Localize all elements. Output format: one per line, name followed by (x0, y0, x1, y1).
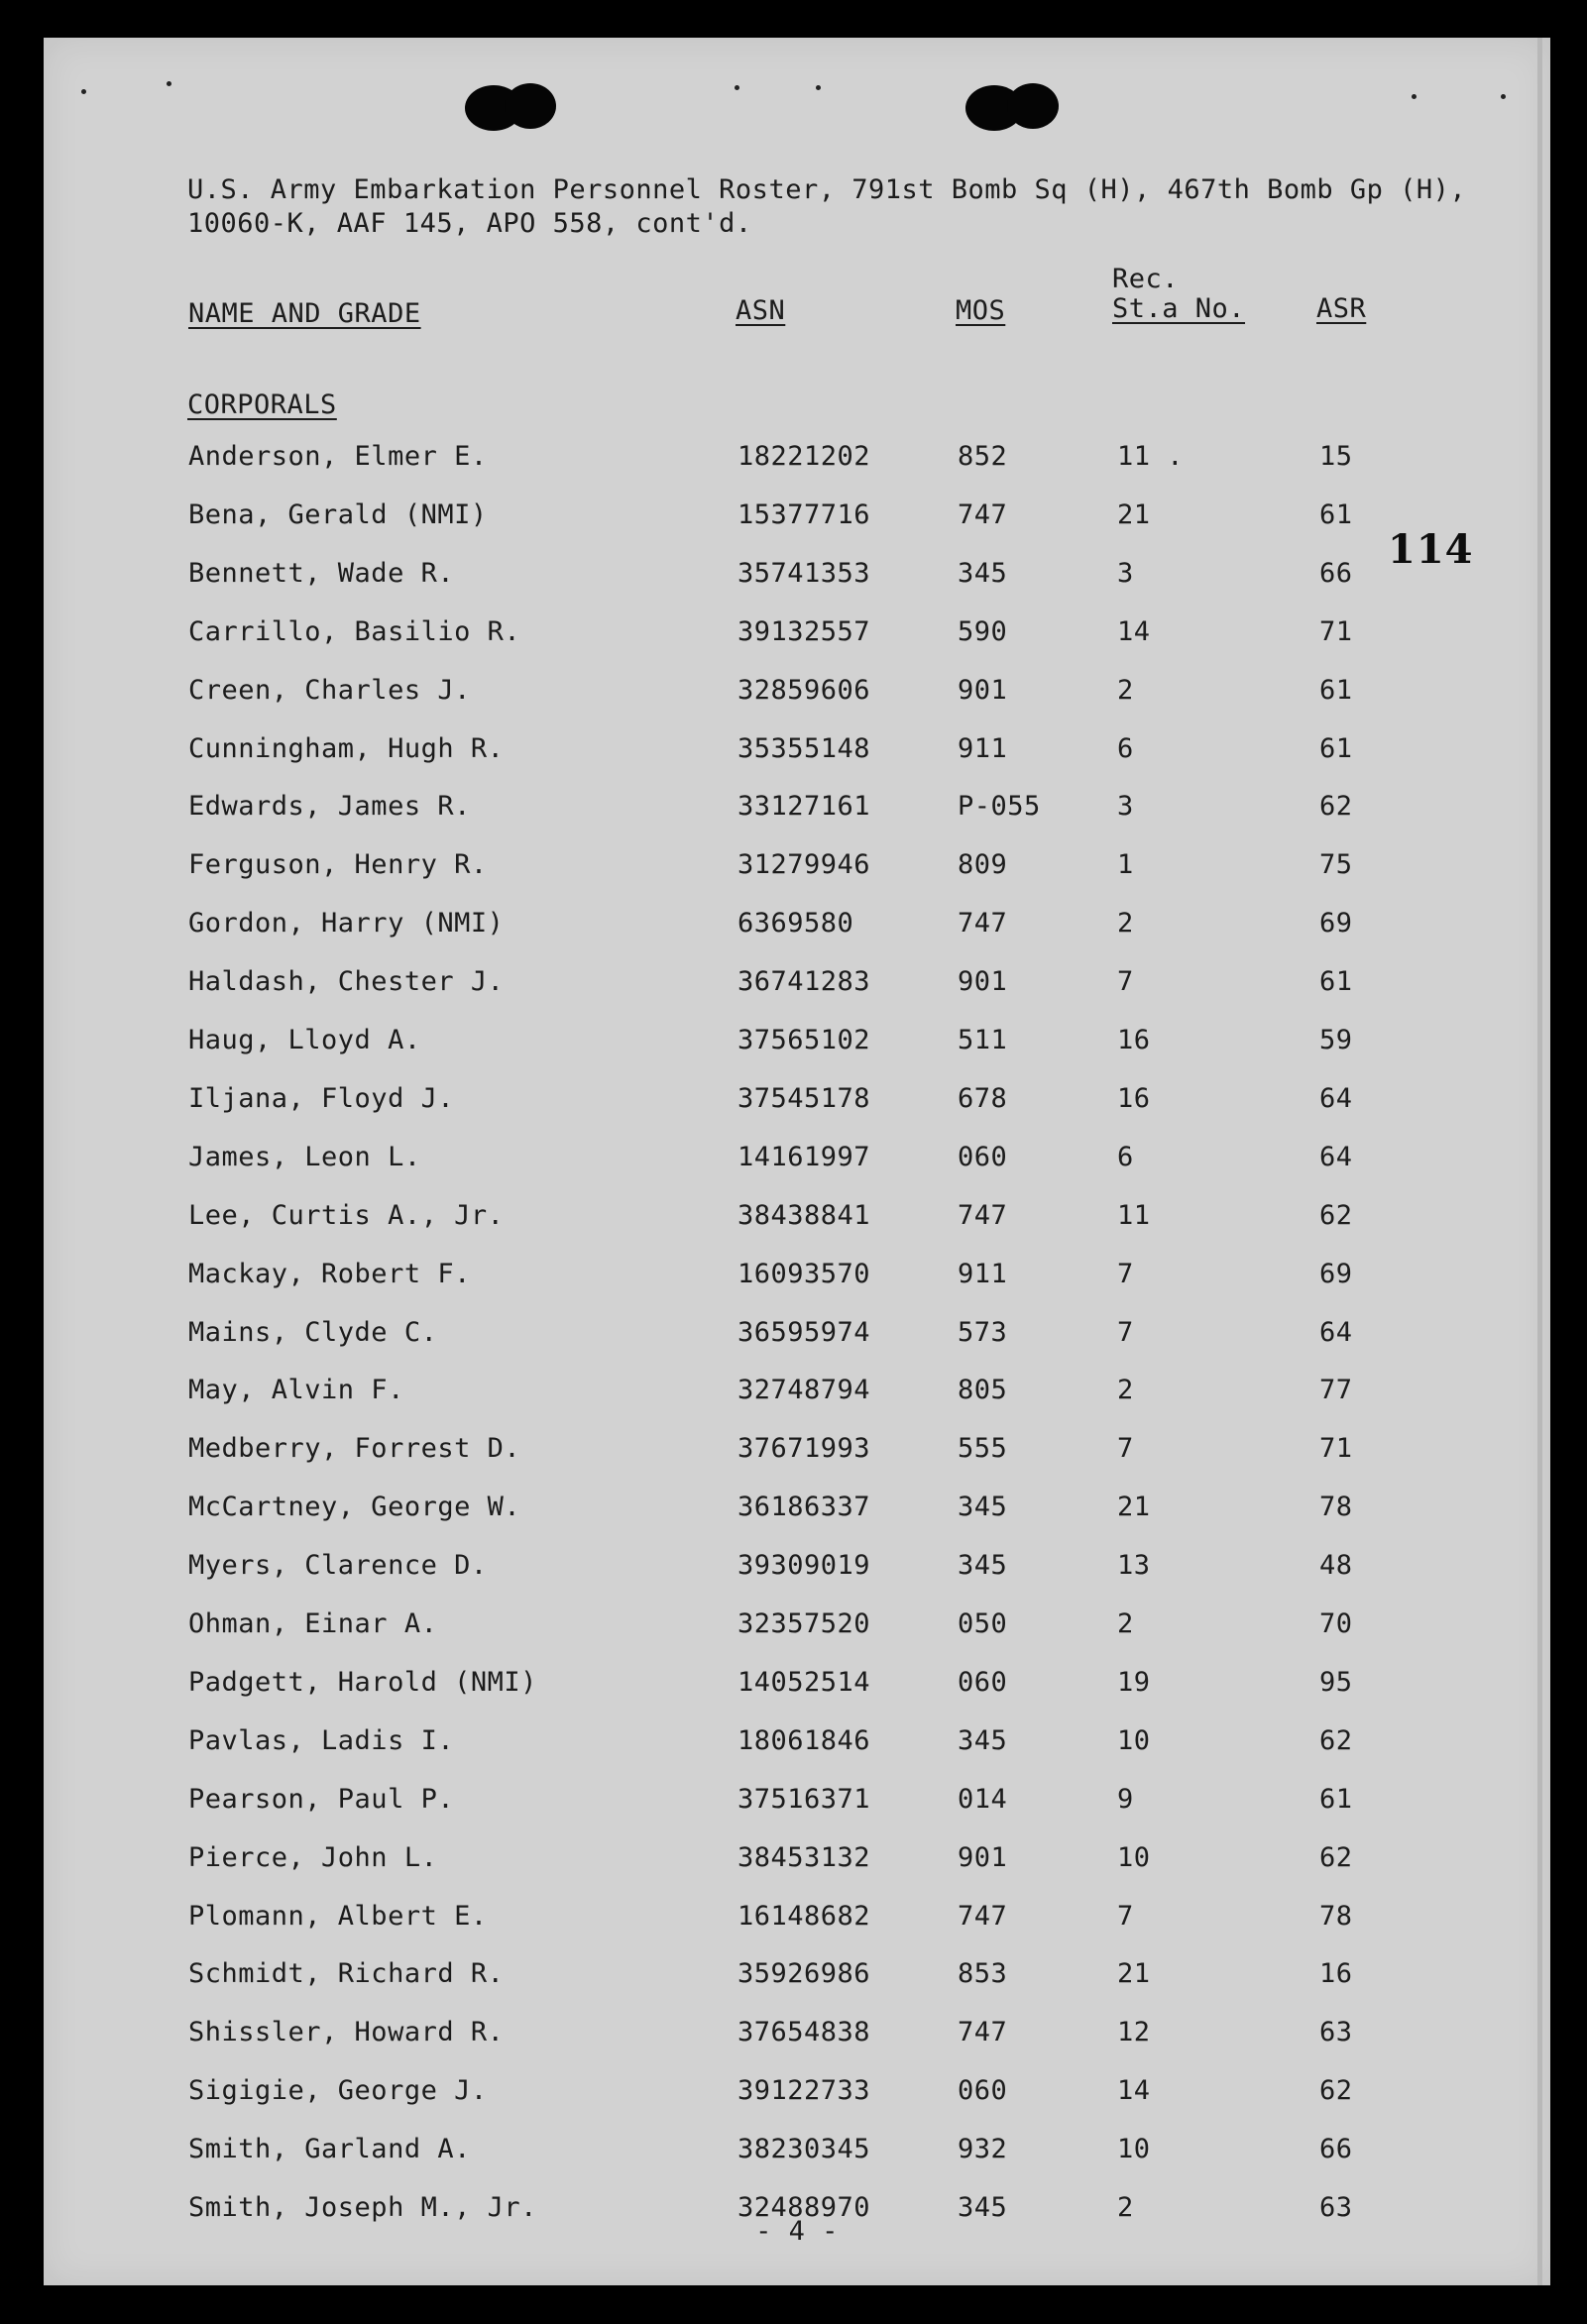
cell-mos: 747 (958, 1901, 1008, 1932)
table-row (44, 1317, 1550, 1357)
cell-mos: 060 (958, 2075, 1008, 2106)
cell-name: Edwards, James R. (188, 791, 471, 822)
cell-rec-station: 14 (1117, 2075, 1151, 2106)
cell-rec-station: 2 (1117, 2192, 1134, 2223)
cell-mos: 901 (958, 1842, 1008, 1873)
cell-asr: 64 (1319, 1317, 1353, 1348)
cell-rec-station: 7 (1117, 1317, 1134, 1348)
cell-asn: 35926986 (737, 1958, 871, 1989)
cell-name: Pierce, John L. (188, 1842, 438, 1873)
cell-rec-station: 7 (1117, 1901, 1134, 1932)
section-title-corporals: CORPORALS (187, 389, 337, 420)
table-row (44, 2075, 1550, 2115)
table-row (44, 1901, 1550, 1940)
cell-name: McCartney, George W. (188, 1492, 521, 1522)
cell-name: Shissler, Howard R. (188, 2017, 505, 2047)
cell-asn: 15377716 (737, 499, 871, 530)
cell-rec-station: 16 (1117, 1083, 1151, 1114)
cell-asr: 75 (1319, 849, 1353, 880)
cell-asn: 39132557 (737, 616, 871, 647)
cell-name: Mains, Clyde C. (188, 1317, 438, 1348)
cell-asn: 16093570 (737, 1259, 871, 1289)
cell-name: Medberry, Forrest D. (188, 1433, 521, 1464)
cell-name: Anderson, Elmer E. (188, 441, 488, 472)
cell-asr: 70 (1319, 1608, 1353, 1639)
cell-asn: 36741283 (737, 966, 871, 997)
cell-asn: 18221202 (737, 441, 871, 472)
cell-mos: 747 (958, 1200, 1008, 1231)
column-header-rec-top: Rec. (1112, 264, 1180, 294)
cell-rec-station: 2 (1117, 908, 1134, 939)
cell-asn: 6369580 (737, 908, 854, 939)
cell-mos: 809 (958, 849, 1008, 880)
speck-mark (1501, 94, 1506, 99)
cell-mos: 911 (958, 733, 1008, 764)
cell-mos: 345 (958, 2192, 1008, 2223)
column-header-asn: ASN (736, 295, 786, 326)
cell-asr: 78 (1319, 1901, 1353, 1932)
cell-asn: 37516371 (737, 1784, 871, 1815)
cell-mos: 345 (958, 558, 1008, 589)
cell-rec-station: 7 (1117, 966, 1134, 997)
cell-rec-station: 2 (1117, 1608, 1134, 1639)
table-row (44, 675, 1550, 715)
cell-mos: 853 (958, 1958, 1008, 1989)
cell-asn: 35355148 (737, 733, 871, 764)
table-row (44, 1200, 1550, 1240)
table-row (44, 1725, 1550, 1765)
cell-name: Iljana, Floyd J. (188, 1083, 455, 1114)
cell-asn: 36595974 (737, 1317, 871, 1348)
cell-asn: 32748794 (737, 1375, 871, 1405)
cell-asn: 39309019 (737, 1550, 871, 1581)
cell-mos: 555 (958, 1433, 1008, 1464)
cell-name: Lee, Curtis A., Jr. (188, 1200, 505, 1231)
cell-asr: 62 (1319, 1725, 1353, 1756)
cell-name: Ferguson, Henry R. (188, 849, 488, 880)
cell-rec-station: 2 (1117, 675, 1134, 706)
cell-rec-station: 7 (1117, 1259, 1134, 1289)
cell-name: Plomann, Albert E. (188, 1901, 488, 1932)
table-row (44, 2134, 1550, 2173)
cell-mos: 345 (958, 1550, 1008, 1581)
cell-name: Mackay, Robert F. (188, 1259, 471, 1289)
cell-name: Pavlas, Ladis I. (188, 1725, 455, 1756)
cell-mos: 805 (958, 1375, 1008, 1405)
cell-mos: 050 (958, 1608, 1008, 1639)
cell-mos: 932 (958, 2134, 1008, 2164)
cell-name: Schmidt, Richard R. (188, 1958, 505, 1989)
cell-asn: 37671993 (737, 1433, 871, 1464)
cell-rec-station: 11 (1117, 1200, 1151, 1231)
table-row (44, 849, 1550, 889)
table-row (44, 791, 1550, 830)
cell-asn: 38438841 (737, 1200, 871, 1231)
cell-rec-station: 10 (1117, 2134, 1151, 2164)
speck-mark (167, 81, 171, 86)
cell-asr: 95 (1319, 1667, 1353, 1698)
cell-asn: 16148682 (737, 1901, 871, 1932)
cell-mos: 573 (958, 1317, 1008, 1348)
column-header-name: NAME AND GRADE (188, 298, 421, 329)
cell-asr: 63 (1319, 2192, 1353, 2223)
cell-asr: 66 (1319, 2134, 1353, 2164)
cell-name: Ohman, Einar A. (188, 1608, 438, 1639)
table-row (44, 733, 1550, 773)
cell-asn: 14161997 (737, 1142, 871, 1172)
cell-asn: 37545178 (737, 1083, 871, 1114)
cell-asn: 32357520 (737, 1608, 871, 1639)
cell-asn: 31279946 (737, 849, 871, 880)
cell-mos: 345 (958, 1725, 1008, 1756)
speck-mark (816, 85, 821, 90)
cell-asn: 14052514 (737, 1667, 871, 1698)
cell-name: Smith, Joseph M., Jr. (188, 2192, 537, 2223)
cell-asr: 61 (1319, 966, 1353, 997)
table-row (44, 1784, 1550, 1824)
roster-header-line-2: 10060-K, AAF 145, APO 558, cont'd. (187, 208, 752, 239)
cell-asn: 37654838 (737, 2017, 871, 2047)
cell-asn: 33127161 (737, 791, 871, 822)
cell-asr: 62 (1319, 1842, 1353, 1873)
cell-name: James, Leon L. (188, 1142, 421, 1172)
cell-asr: 62 (1319, 791, 1353, 822)
cell-name: Gordon, Harry (NMI) (188, 908, 505, 939)
cell-name: Myers, Clarence D. (188, 1550, 488, 1581)
punch-hole-icon (505, 83, 556, 129)
cell-rec-station: 21 (1117, 499, 1151, 530)
cell-asn: 37565102 (737, 1025, 871, 1055)
cell-rec-station: 6 (1117, 733, 1134, 764)
cell-mos: 901 (958, 675, 1008, 706)
cell-asr: 63 (1319, 2017, 1353, 2047)
table-row (44, 1608, 1550, 1648)
cell-asr: 61 (1319, 733, 1353, 764)
cell-rec-station: 14 (1117, 616, 1151, 647)
roster-header-line-1: U.S. Army Embarkation Personnel Roster, 791st Bomb Sq (H), 467th Bomb Gp (H), (187, 174, 1467, 205)
table-row (44, 616, 1550, 656)
cell-asr: 69 (1319, 908, 1353, 939)
speck-mark (735, 85, 739, 90)
cell-rec-station: 10 (1117, 1842, 1151, 1873)
cell-asr: 48 (1319, 1550, 1353, 1581)
speck-mark (1412, 94, 1417, 99)
cell-name: Sigigie, George J. (188, 2075, 488, 2106)
cell-mos: 590 (958, 616, 1008, 647)
cell-rec-station: 2 (1117, 1375, 1134, 1405)
cell-asn: 32488970 (737, 2192, 871, 2223)
column-header-mos: MOS (956, 295, 1006, 326)
cell-name: Padgett, Harold (NMI) (188, 1667, 537, 1698)
table-row (44, 1142, 1550, 1181)
cell-name: May, Alvin F. (188, 1375, 404, 1405)
cell-asr: 61 (1319, 499, 1353, 530)
table-row (44, 908, 1550, 947)
page-number: - 4 - (755, 2216, 839, 2247)
cell-asr: 59 (1319, 1025, 1353, 1055)
table-row (44, 1259, 1550, 1298)
cell-asn: 38230345 (737, 2134, 871, 2164)
table-row (44, 2017, 1550, 2056)
cell-rec-station: 21 (1117, 1492, 1151, 1522)
cell-mos: 747 (958, 908, 1008, 939)
table-row (44, 1433, 1550, 1473)
cell-name: Carrillo, Basilio R. (188, 616, 521, 647)
cell-mos: 747 (958, 2017, 1008, 2047)
cell-asr: 61 (1319, 1784, 1353, 1815)
table-row (44, 1842, 1550, 1882)
cell-mos: 014 (958, 1784, 1008, 1815)
table-row (44, 966, 1550, 1006)
cell-mos: 345 (958, 1492, 1008, 1522)
cell-asr: 66 (1319, 558, 1353, 589)
cell-mos: 747 (958, 499, 1008, 530)
cell-rec-station: 16 (1117, 1025, 1151, 1055)
cell-name: Pearson, Paul P. (188, 1784, 455, 1815)
punch-hole-icon (1007, 83, 1059, 129)
cell-asn: 36186337 (737, 1492, 871, 1522)
cell-mos: 060 (958, 1142, 1008, 1172)
cell-mos: P-055 (958, 791, 1041, 822)
cell-name: Smith, Garland A. (188, 2134, 471, 2164)
cell-rec-station: 10 (1117, 1725, 1151, 1756)
cell-rec-station: 21 (1117, 1958, 1151, 1989)
table-row (44, 1667, 1550, 1707)
cell-name: Haldash, Chester J. (188, 966, 505, 997)
table-row (44, 441, 1550, 481)
table-row (44, 499, 1550, 539)
cell-rec-station: 1 (1117, 849, 1134, 880)
table-row (44, 1958, 1550, 1998)
table-row (44, 1492, 1550, 1531)
cell-asr: 78 (1319, 1492, 1353, 1522)
cell-mos: 901 (958, 966, 1008, 997)
cell-asr: 71 (1319, 1433, 1353, 1464)
cell-rec-station: 6 (1117, 1142, 1134, 1172)
cell-asn: 35741353 (737, 558, 871, 589)
cell-name: Cunningham, Hugh R. (188, 733, 505, 764)
cell-name: Bena, Gerald (NMI) (188, 499, 488, 530)
cell-rec-station: 3 (1117, 791, 1134, 822)
cell-asr: 64 (1319, 1083, 1353, 1114)
cell-asr: 64 (1319, 1142, 1353, 1172)
cell-asn: 39122733 (737, 2075, 871, 2106)
cell-mos: 678 (958, 1083, 1008, 1114)
cell-mos: 852 (958, 441, 1008, 472)
cell-asr: 62 (1319, 2075, 1353, 2106)
cell-asn: 38453132 (737, 1842, 871, 1873)
cell-mos: 060 (958, 1667, 1008, 1698)
cell-mos: 511 (958, 1025, 1008, 1055)
handwritten-stamp-number: 114 (1388, 526, 1474, 573)
cell-asr: 62 (1319, 1200, 1353, 1231)
cell-asr: 69 (1319, 1259, 1353, 1289)
table-row (44, 1083, 1550, 1123)
document-sheet (44, 38, 1550, 2285)
cell-mos: 911 (958, 1259, 1008, 1289)
column-header-rec-station: St.a No. (1112, 293, 1246, 324)
cell-rec-station: 7 (1117, 1433, 1134, 1464)
table-row (44, 1375, 1550, 1414)
cell-name: Creen, Charles J. (188, 675, 471, 706)
cell-rec-station: 13 (1117, 1550, 1151, 1581)
cell-asr: 15 (1319, 441, 1353, 472)
speck-mark (81, 89, 86, 94)
cell-rec-station: 11 . (1117, 441, 1185, 472)
cell-asr: 16 (1319, 1958, 1353, 1989)
cell-rec-station: 9 (1117, 1784, 1134, 1815)
cell-asn: 18061846 (737, 1725, 871, 1756)
column-header-asr: ASR (1316, 293, 1367, 324)
cell-name: Bennett, Wade R. (188, 558, 455, 589)
cell-rec-station: 19 (1117, 1667, 1151, 1698)
cell-rec-station: 12 (1117, 2017, 1151, 2047)
table-row (44, 558, 1550, 598)
table-row (44, 1025, 1550, 1064)
cell-asr: 71 (1319, 616, 1353, 647)
cell-asr: 77 (1319, 1375, 1353, 1405)
cell-asr: 61 (1319, 675, 1353, 706)
cell-asn: 32859606 (737, 675, 871, 706)
cell-name: Haug, Lloyd A. (188, 1025, 421, 1055)
table-row (44, 1550, 1550, 1590)
cell-rec-station: 3 (1117, 558, 1134, 589)
